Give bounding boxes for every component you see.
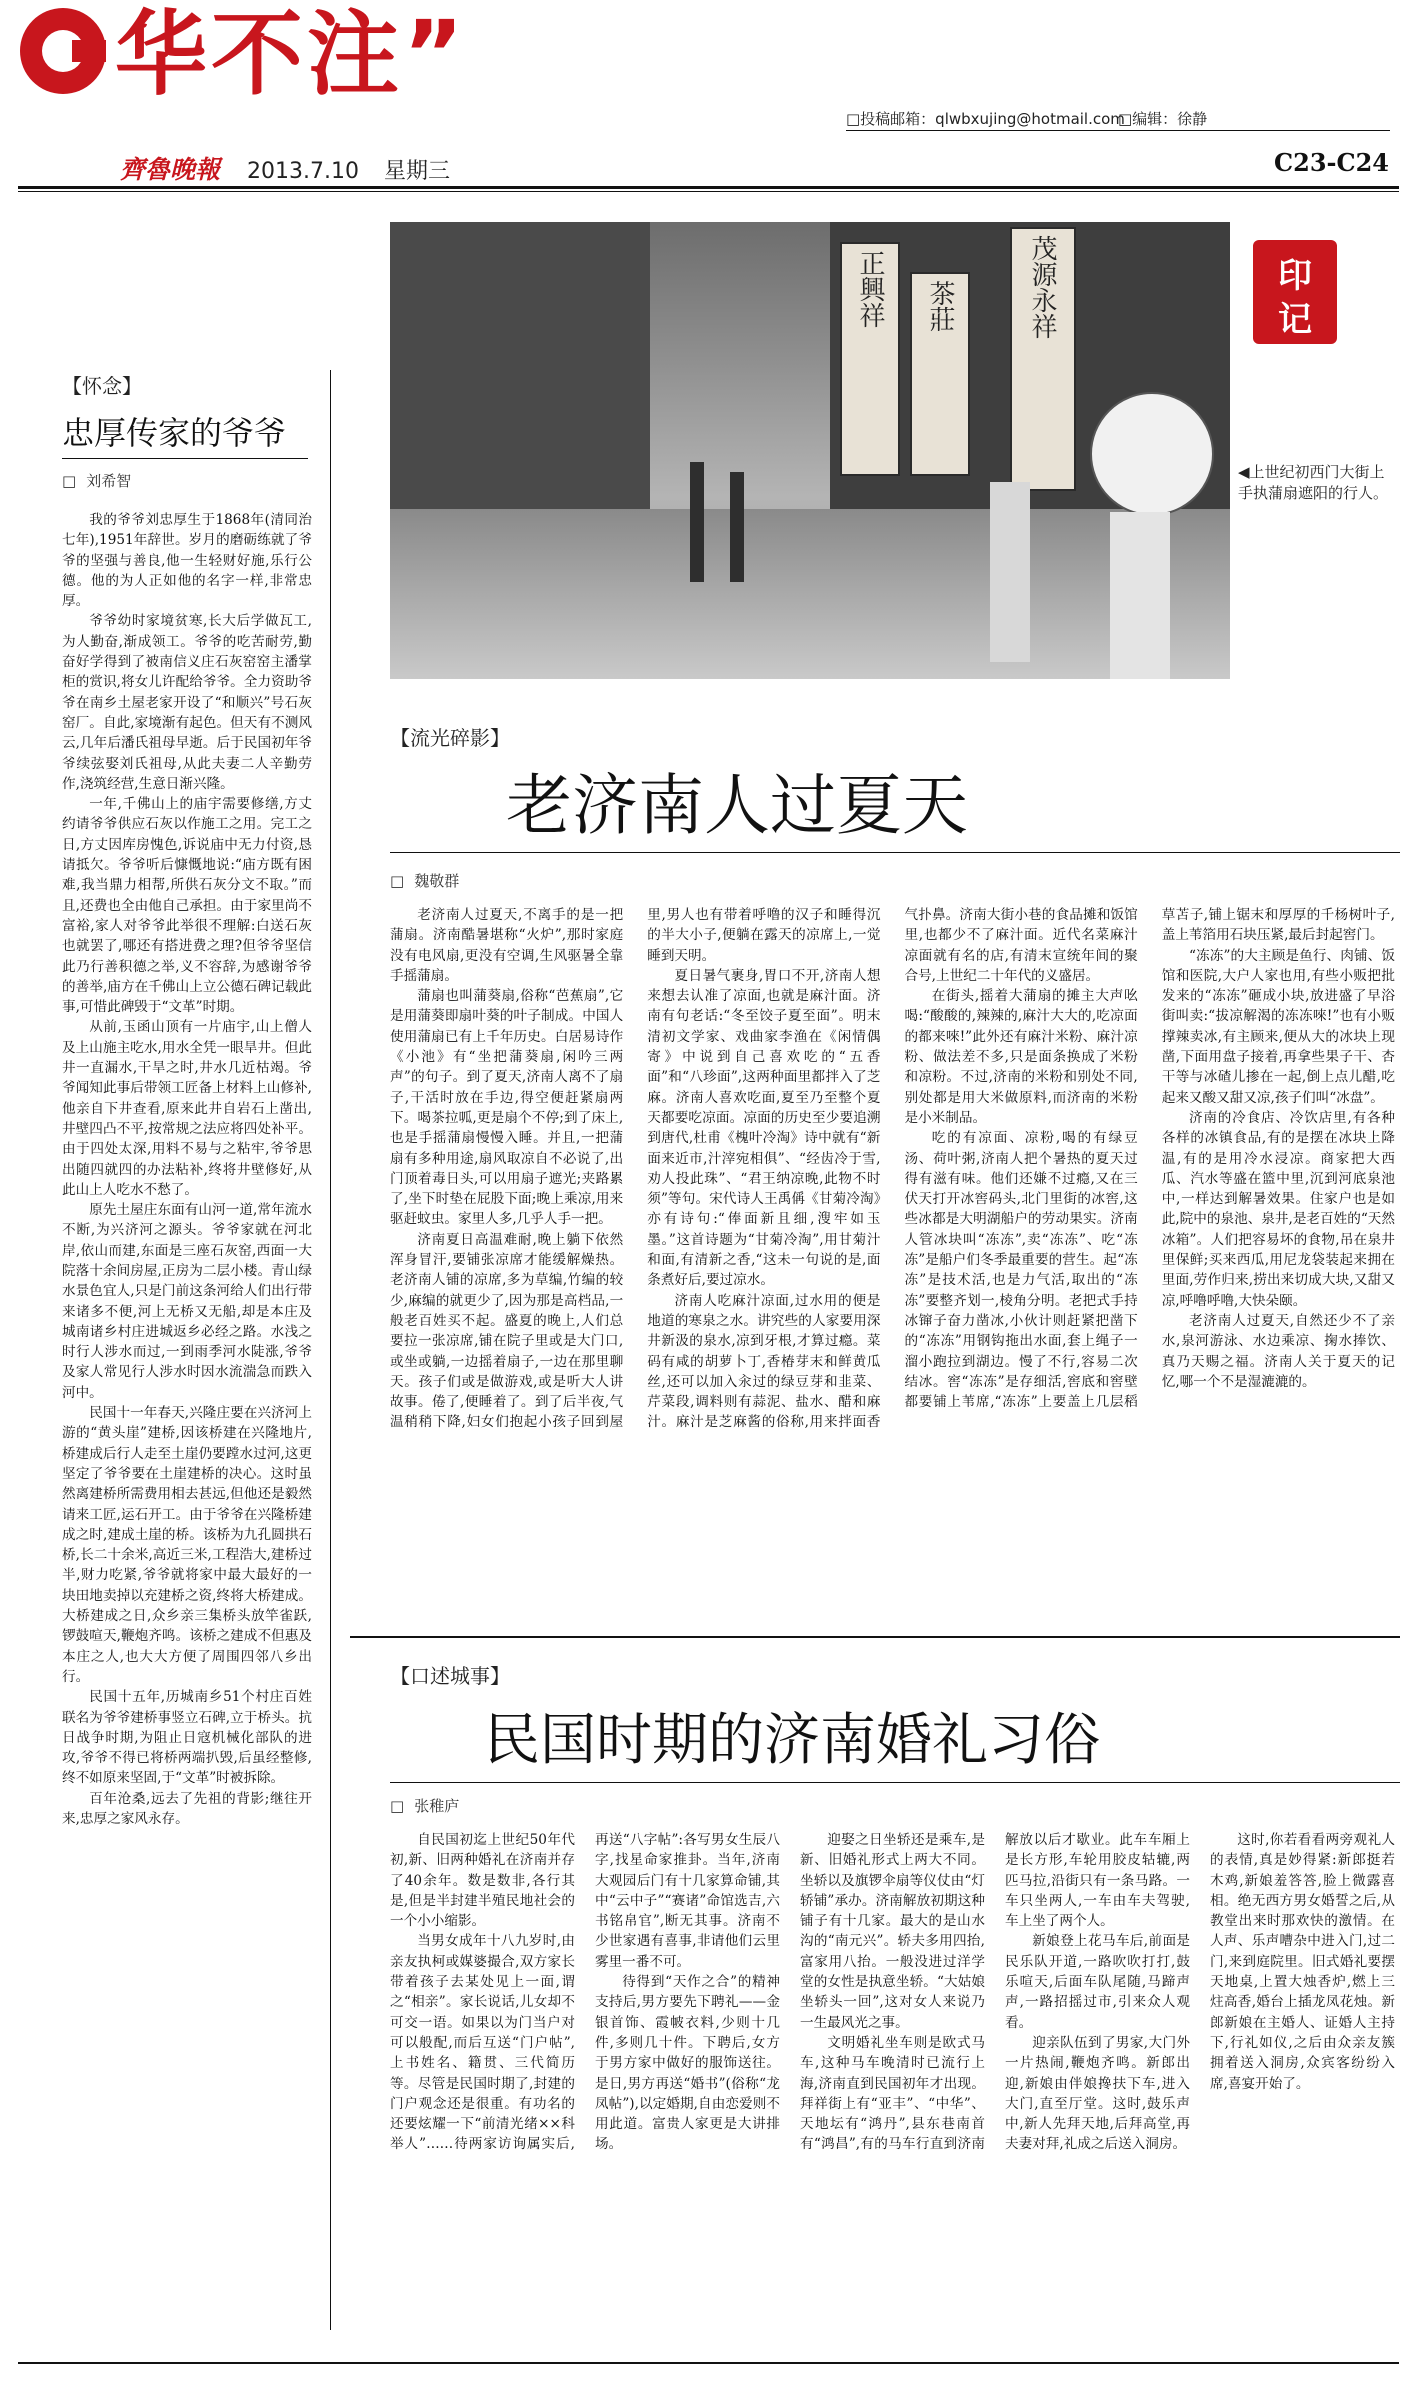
badge-char: 印	[1278, 256, 1312, 296]
column-divider	[330, 370, 331, 2330]
paragraph: 自民国初迄上世纪50年代初,新、旧两种婚礼在济南并存了40余年。数是数非,各行其是,但是半封建半殖民地社会的一个小小缩影。	[390, 1832, 575, 1930]
editor-credit: □编辑：徐静	[1118, 110, 1208, 128]
section-badge	[1253, 240, 1337, 344]
article-wedding-author: □ 张稚庐	[390, 1795, 459, 1816]
paragraph: 在街头,摇着大蒲扇的摊主大声吆喝:“酸酸的,辣辣的,麻汁大大的,吃凉面的都来唻!”此外还有麻汁米粉、麻汁凉粉、做法差不多,只是面条换成了米粉和凉粉。不过,济南的米粉和别处不同,别处都是用大米做原料,而济南的米粉是小米制品。	[904, 988, 1138, 1126]
article-wedding-title-rule	[390, 1782, 1400, 1783]
issue-meta	[120, 150, 450, 186]
historic-street-photo	[390, 222, 1230, 679]
article-wedding-tag: 【口述城事】	[390, 1664, 510, 1688]
paper-name: 齊魯晚報	[120, 155, 221, 184]
masthead-rule-thin	[18, 191, 1399, 192]
paragraph: 原先土屋庄东面有山河一道,常年流水不断,为兴济河之源头。爷爷家就在河北岸,依山而建,东面是三座石灰窑,西面一大院落十余间房屋,正房为二层小楼。青山绿水景色宜人,只是门前这条河给人们出行带来诸多不便,河上无桥又无船,却是本庄及城南诸乡村庄进城返乡必经之路。水浅之时行人涉水而过,一到雨季河水陡涨,爷爷及家人常见行人涉水时因水流湍急而跌入河中。	[62, 1202, 312, 1401]
paragraph: 从前,玉函山顶有一片庙宇,山上僧人及上山施主吃水,用水全凭一眼旱井。但此井一直漏水,干旱之时,井水几近枯竭。爷爷闻知此事后带领工匠备上材料上山修补,他亲自下井查看,原来此井自岩石上凿出,井壁四凸不平,按常规之法应将四处补平。由于四处太深,用料不易与之粘牢,爷爷思出随四就四的办法粘补,终将井壁修好,从此山上人吃水不愁了。	[62, 1019, 312, 1198]
paragraph: 老济南人过夏天,自然还少不了亲水,泉河游泳、水边乘凉、掬水捧饮、真乃天赐之福。济南人关于夏天的记忆,哪一个不是湿漉漉的。	[1161, 1312, 1395, 1390]
article-left-title-rule	[62, 458, 308, 459]
article-summer-title: 老济南人过夏天	[506, 767, 968, 844]
paragraph: 迎娶之日坐轿还是乘车,是新、旧婚礼形式上两大不同。坐轿以及旗锣伞扇等仪仗由“灯轿铺”承办。济南解放初期这种铺子有十几家。最大的是山水沟的“南元兴”。轿夫多用四抬,富家用八抬。一般没进过洋学堂的女性是执意坐轿。“大姑娘坐轿头一回”,这对女人来说乃一生最风光之事。	[800, 1832, 985, 2031]
masthead-rule	[18, 186, 1399, 189]
paragraph: 民国十五年,历城南乡51个村庄百姓联名为爷爷建桥事竖立石碑,立于桥头。抗日战争时期,为阻止日寇机械化部队的进攻,爷爷不得已将桥两端扒毁,后虽经整修,终不如原来坚固,于“文革”时被拆除。	[62, 1689, 312, 1787]
paragraph: 一年,千佛山上的庙宇需要修缮,方丈约请爷爷供应石灰以作施工之用。完工之日,方丈因库房愧色,诉说庙中无力付资,恳请抵欠。爷爷听后慷慨地说:“庙方既有困难,我当鼎力相帮,所供石灰分文不取。”而且,还费也全由他自己承担。由于家里尚不富裕,家人对爷爷此举很不理解:白送石灰也就罢了,哪还有搭进费之理?但爷爷坚信此乃行善积德之举,义不容辞,为感谢爷爷的善举,庙方在千佛山上立公德石碑记载此事,可惜此碑毁于“文革”时期。	[62, 796, 312, 1016]
footer-rule	[18, 2362, 1399, 2364]
section-divider	[350, 1636, 1400, 1638]
paragraph: 爷爷幼时家境贫寒,长大后学做瓦工,为人勤奋,渐成领工。爷爷的吃苦耐劳,勤奋好学得到了被南信义庄石灰窑窑主潘掌柜的赏识,将女儿许配给爷爷。全力资助爷爷在南乡土屋老家开设了“和顺兴”号石灰窑厂。自此,家境渐有起色。但天有不测风云,几年后潘氏祖母早逝。后于民国初年爷爷续弦娶刘氏祖母,从此夫妻二人辛勤劳作,浇筑经营,生意日渐兴隆。	[62, 613, 312, 792]
article-left-author: □ 刘希智	[62, 470, 131, 491]
paragraph: 文明婚礼坐车则是欧式马车,这种马车晚清时已流行上海,济南直到民国初年才出现。拜祥街上有“亚丰”、“中华”、天地坛有“鸿丹”,县东巷南首有“鸿昌”,有的马车行直到济南解放以后才歇业。此车车厢上是长方形,车轮用胶皮轱辘,两匹马拉,沿街只有一条马路。一车只坐两人,一车由车夫驾驶,车上坐了两个人。	[800, 1832, 1190, 2153]
paragraph: 民国十一年春天,兴隆庄要在兴济河上游的“黄头崖”建桥,因该桥建在兴隆地片,桥建成后行人走至土崖仍要蹚水过河,这更坚定了爷爷要在土崖建桥的决心。这时虽然离建桥所需费用相去甚远,但他还是毅然请来工匠,运石开工。由于爷爷在兴隆桥建成之时,建成土崖的桥。该桥为九孔圆拱石桥,长二十余米,高近三米,工程浩大,建桥过半,财力吃紧,爷爷就将家中最大最好的一块田地卖掉以充建桥之资,终将大桥建成。大桥建成之日,众乡亲三集桥头放竿雀跃,锣鼓喧天,鞭炮齐鸣。该桥之建成不但惠及本庄之人,也大大方便了周围四邻八乡出行。	[62, 1405, 312, 1685]
article-summer-tag: 【流光碎影】	[390, 726, 510, 750]
paragraph: 济南夏日高温难耐,晚上躺下依然浑身冒汗,要铺张凉席才能缓解燥热。老济南人铺的凉席,多为草编,竹编的较少,麻编的就更少了,因为那是高档品,一般老百姓买不起。盛夏的晚上,人们总要拉一张凉席,铺在院子里或是大门口,或坐或躺,一边摇着扇子,一边在那里聊天。孩子们或是做游戏,或是听大人讲故事。倦了,便睡着了。到了后半夜,气温稍稍下降,妇女们抱起小孩子回到屋里,男人也有带着呼噜的汉子和睡得沉的半大小子,便躺在露天的凉席上,一觉睡到天明。	[390, 907, 881, 1431]
submission-email: □投稿邮箱：qlwbxujing@hotmail.com	[846, 110, 1125, 128]
photo-sign-text: 茂源永祥	[1027, 235, 1057, 339]
badge-char: 记	[1278, 300, 1312, 340]
article-left-title: 忠厚传家的爷爷	[62, 414, 287, 452]
masthead-title: 华不注”	[115, 1, 468, 108]
article-left-body	[62, 510, 312, 2310]
paragraph: 新娘登上花马车后,前面是民乐队开道,一路吹吹打打,鼓乐喧天,后面车队尾随,马蹄声声,一路招摇过市,引来众人观看。	[1005, 1933, 1190, 2031]
paragraph: 吃的有凉面、凉粉,喝的有绿豆汤、荷叶粥,济南人把个暑热的夏天过得有滋有味。他们还嫌不过瘾,又在三伏天打开冰窖码头,北门里街的冰窖,这些冰都是大明湖船户的劳动果实。济南人管冰块叫“冻冻”,卖“冻冻”、吃“冻冻”是船户们冬季最重要的营生。起“冻冻”是技术活,也是力气活,取出的“冻冻”要整齐划一,棱角分明。老把式手持冰镩子奋力凿冰,小伙计则赶紧把凿下的“冻冻”用钢钩拖出水面,套上绳子一溜小跑拉到湖边。慢了不行,容易二次结冰。窖“冻冻”是存细活,窖底和窖壁都要铺上苇席,“冻冻”上要盖上几层稻草苫子,铺上锯末和厚厚的千杨树叶子,盖上苇箔用石块压紧,最后封起窖门。	[904, 907, 1395, 1411]
photo-caption: ◀上世纪初西门大街上手执蒲扇遮阳的行人。	[1238, 463, 1389, 502]
article-left-tag: 【怀念】	[62, 374, 142, 398]
article-wedding-body	[390, 1830, 1395, 2350]
article-wedding-title: 民国时期的济南婚礼习俗	[484, 1708, 1100, 1773]
issue-date: 2013.7.10	[247, 159, 359, 184]
masthead-logo	[20, 8, 106, 94]
paragraph: 当男女成年十八九岁时,由亲友执柯或媒婆撮合,双方家长带着孩子去某处见上一面,谓之“相亲”。家长说话,儿女却不可交一语。如果以为门当户对可以般配,而后互送“门户帖”,上书姓名、籍贯、三代简历等。尽管是民国时期了,封建的门户观念还是很重。有功名的还要炫耀一下“前清光绪××科举人”……待两家访询属实后,再送“八字帖”:各写男女生辰八字,找星命家推卦。当年,济南大观园后门有十几家算命铺,其中“云中子”“赛诸”命馆选吉,六书铭帛官”,断无其事。济南不少世家遇有喜事,非请他们云里雾里一番不可。	[390, 1832, 780, 2153]
article-summer-author: □ 魏敬群	[390, 870, 459, 891]
paragraph: 老济南人过夏天,不离手的是一把蒲扇。济南酷暑堪称“火炉”,那时家庭没有电风扇,更没有空调,生风驱暑全靠手摇蒲扇。	[390, 907, 624, 984]
paragraph: 我的爷爷刘忠厚生于1868年(清同治七年),1951年辞世。岁月的磨砺练就了爷爷的坚强与善良,他一生轻财好施,乐行公德。他的为人正如他的名字一样,非常忠厚。	[62, 512, 312, 610]
issue-weekday: 星期三	[383, 159, 450, 184]
paragraph: 济南人吃麻汁凉面,过水用的便是地道的寒泉之水。讲究些的人家要用深井新汲的泉水,凉到牙根,才算过瘾。菜码有咸的胡萝卜丁,香椿芽末和鲜黄瓜丝,还可以加入汆过的绿豆芽和韭菜、芹菜段,调料则有蒜泥、盐水、醋和麻汁。麻汁是芝麻酱的俗称,用来拌面香气扑鼻。济南大街小巷的食品摊和饭馆里,也都少不了麻汁面。近代名菜麻汁凉面就有名的店,有清末宣统年间的聚合号,上世纪二十年代的义盛居。	[647, 907, 1138, 1431]
paragraph: 待得到“天作之合”的精神支持后,男方要先下聘礼——金银首饰、霞帔衣料,少则十几件,多则几十件。下聘后,女方于男方家中做好的服饰送往。是日,男方再送“婚书”(俗称“龙凤帖”),以定婚期,自由恋爱则不用此道。富贵人家更是大讲排场。	[595, 1974, 780, 2153]
article-summer-title-rule	[390, 852, 1400, 853]
paragraph: 济南的冷食店、冷饮店里,有各种各样的冰镇食品,有的是摆在冰块上降温,有的是用冷水浸凉。商家把大西瓜、汽水等盛在篮中里,沉到河底泉池中,一样达到解暑效果。住家户也是如此,院中的泉池、泉井,是老百姓的“天然冰箱”。人们把容易坏的食物,吊在泉井里保鲜;买来西瓜,用尼龙袋装起来拥在里面,劳作归来,捞出来切成大块,又甜又凉,呼噜呼噜,大快朵颐。	[1161, 1109, 1395, 1309]
page-range: C23-C24	[1274, 148, 1389, 177]
paragraph: 百年沧桑,远去了先祖的背影;继往开来,忠厚之家风永存。	[62, 1790, 312, 1827]
article-summer-body	[390, 905, 1395, 1615]
paragraph: “冻冻”的大主顾是鱼行、肉铺、饭馆和医院,大户人家也用,有些小贩把批发来的“冻冻”砸成小块,放进盛了早浴街叫卖:“拔凉解渴的冻冻唻!”也有小贩撑辣卖冰,有主顾来,便从大的冰块上现凿,下面用盘子接着,再拿些果子干、杏干等与冰碴儿掺在一起,倒上点儿醋,吃起来又酸又甜又凉,孩子们叫“冰盘”。	[1161, 947, 1395, 1106]
photo-sign-text: 正興祥	[855, 250, 885, 328]
paragraph: 蒲扇也叫蒲葵扇,俗称“芭蕉扇”,它是用蒲葵即扇叶葵的叶子制成。中国人使用蒲扇已有上千年历史。白居易诗作《小池》有“坐把蒲葵扇,闲吟三两声”的句子。到了夏天,济南人离不了扇子,干活时放在手边,得空便赶紧扇两下。喝茶拉呱,更是扇个不停;到了床上,也是手摇蒲扇慢慢入睡。并且,一把蒲扇有多种用途,扇风取凉自不必说了,出门顶着毒日头,可以用扇子遮光;夹路累了,坐下时垫在屁股下面;晚上乘凉,用来驱赶蚊虫。家里人多,几乎人手一把。	[390, 988, 624, 1228]
contact-underline	[846, 130, 1390, 131]
photo-sign-text: 茶莊	[925, 280, 955, 332]
paragraph: 这时,你若看看两旁观礼人的表情,真是妙得紧:新郎挺若木鸡,新娘羞答答,脸上微露喜相。绝无西方男女婚誓之后,从教堂出来时那欢快的激情。在人声、乐声嘈杂中进入门,过二门,来到庭院里。旧式婚礼要摆天地桌,上置大烛香炉,燃上三炷高香,婚台上插龙凤花烛。新郎新娘在主婚人、证婚人主持下,行礼如仪,之后由众亲友簇拥着送入洞房,众宾客纷纷入席,喜宴开始了。	[1210, 1832, 1395, 2092]
paragraph: 迎亲队伍到了男家,大门外一片热闹,鞭炮齐鸣。新郎出迎,新娘由伴娘搀扶下车,进入大门,直至厅堂。这时,鼓乐声中,新人先拜天地,后拜高堂,再夫妻对拜,礼成之后送入洞房。	[1005, 2034, 1190, 2153]
paragraph: 夏日暑气裹身,胃口不开,济南人想来想去认准了凉面,也就是麻汁面。济南有句老话:“冬至饺子夏至面”。明末清初文学家、戏曲家李渔在《闲情偶寄》中说到自己喜欢吃的“五香面”和“八珍面”,这两种面里都拌入了芝麻。济南人喜欢吃面,夏至乃至整个夏天都要吃凉面。凉面的历史至少要追溯到唐代,杜甫《槐叶冷淘》诗中就有“新面来近市,汁滓宛相俱”、“经齿冷于雪,劝人投此珠”、“君王纳凉晚,此物不时须”等句。宋代诗人王禹偁《甘菊冷淘》亦有诗句:“俸面新且细,溲牢如玉墨。”这首诗题为“甘菊冷淘”,用甘菊汁和面,有清新之香,“这未一句说的是,面条煮好后,要过凉水。	[647, 967, 881, 1289]
